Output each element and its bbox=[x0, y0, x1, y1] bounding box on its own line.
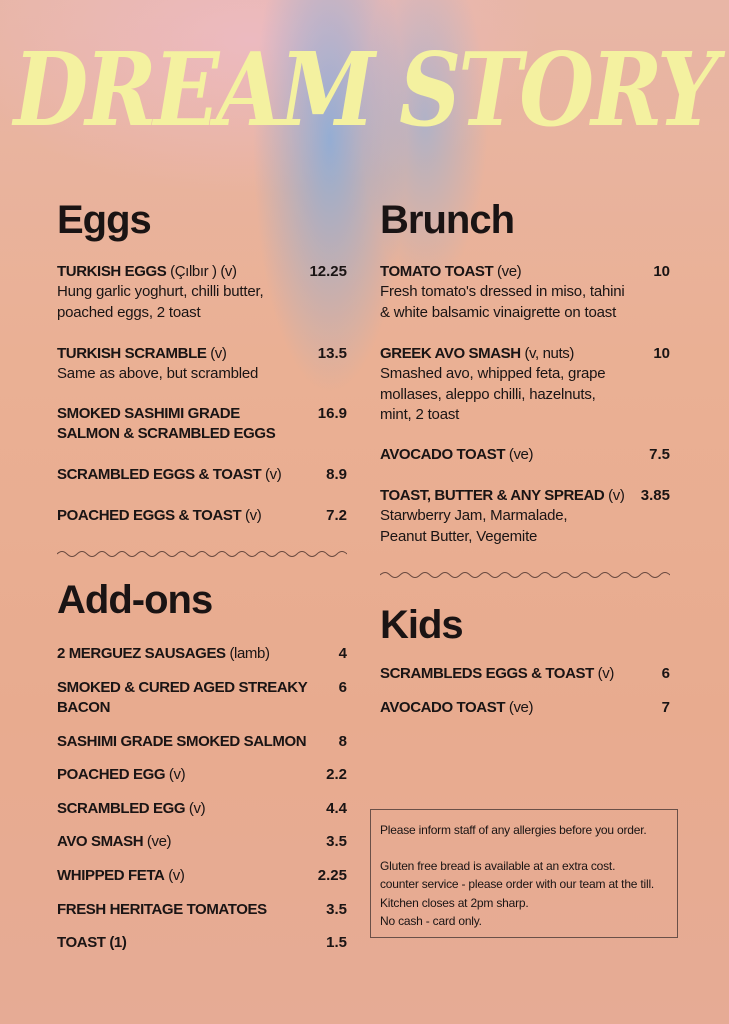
item-name: GREEK AVO SMASH (v, nuts) bbox=[380, 345, 574, 362]
item-name: FRESH HERITAGE TOMATOES bbox=[57, 901, 267, 918]
item-name: SASHIMI GRADE SMOKED SALMON bbox=[57, 733, 307, 750]
item-name: WHIPPED FETA (v) bbox=[57, 867, 185, 884]
wavy-divider bbox=[57, 548, 347, 560]
item-description: poached eggs, 2 toast bbox=[57, 303, 201, 321]
counter-service-notice: counter service - please order with our team at the till. bbox=[380, 877, 655, 891]
allergy-notice: Please inform staff of any allergies before you order. bbox=[380, 823, 647, 837]
menu-item-smoked-salmon-eggs bbox=[57, 404, 347, 444]
addon-scrambled-egg bbox=[57, 799, 347, 819]
item-description: Starwberry Jam, Marmalade, bbox=[380, 507, 568, 524]
addon-smoked-salmon bbox=[57, 732, 347, 752]
item-price: 8.9 bbox=[326, 466, 347, 483]
item-description: mint, 2 toast bbox=[380, 406, 460, 423]
wavy-divider bbox=[380, 569, 670, 581]
item-name: SCRAMBLED EGG (v) bbox=[57, 800, 206, 817]
payment-notice: No cash - card only. bbox=[380, 914, 482, 928]
item-price: 13.5 bbox=[317, 345, 347, 362]
gluten-free-notice: Gluten free bread is available at an extra cost. bbox=[380, 858, 616, 873]
menu-item-avocado-toast bbox=[380, 445, 670, 465]
item-price: 16.9 bbox=[317, 405, 347, 422]
item-price: 2.25 bbox=[317, 867, 347, 884]
menu-item-turkish-scramble bbox=[57, 344, 347, 385]
info-box bbox=[370, 809, 678, 938]
addon-heritage-tomatoes bbox=[57, 900, 347, 920]
addons-heading: Add-ons bbox=[57, 578, 213, 622]
menu-item-poached-eggs-toast bbox=[57, 506, 347, 526]
eggs-heading: Eggs bbox=[57, 198, 151, 242]
menu-item-tomato-toast bbox=[380, 262, 670, 323]
item-name: AVOCADO TOAST (ve) bbox=[380, 446, 534, 463]
item-name: SCRAMBLED EGGS & TOAST (v) bbox=[57, 466, 282, 483]
item-description: Fresh tomato's dressed in miso, tahini bbox=[380, 283, 625, 300]
item-name: POACHED EGGS & TOAST (v) bbox=[57, 507, 262, 524]
kids-scrambled-eggs bbox=[380, 664, 670, 684]
item-name: TURKISH EGGS (Çılbır ) (v) bbox=[57, 263, 237, 280]
item-price: 3.5 bbox=[326, 833, 347, 850]
menu-item-scrambled-eggs-toast bbox=[57, 465, 347, 485]
item-description: Hung garlic yoghurt, chilli butter, bbox=[57, 283, 264, 300]
item-description: Peanut Butter, Vegemite bbox=[380, 527, 538, 545]
kitchen-hours-notice: Kitchen closes at 2pm sharp. bbox=[380, 895, 529, 910]
item-price: 6 bbox=[338, 679, 347, 696]
kids-avocado-toast bbox=[380, 698, 670, 718]
item-price: 12.25 bbox=[309, 263, 347, 280]
item-description: Smashed avo, whipped feta, grape bbox=[380, 365, 606, 382]
item-price: 10 bbox=[653, 345, 670, 362]
item-price: 7.2 bbox=[326, 507, 347, 524]
item-price: 1.5 bbox=[326, 934, 347, 951]
item-price: 10 bbox=[653, 263, 670, 280]
addon-merguez bbox=[57, 644, 347, 664]
item-price: 7.5 bbox=[649, 446, 670, 463]
item-price: 2.2 bbox=[326, 766, 347, 783]
item-price: 3.85 bbox=[640, 487, 670, 504]
item-name: TURKISH SCRAMBLE (v) bbox=[57, 345, 227, 362]
item-name: SCRAMBLEDS EGGS & TOAST (v) bbox=[380, 665, 614, 682]
menu-item-turkish-eggs bbox=[57, 262, 347, 323]
item-price: 8 bbox=[338, 733, 347, 750]
addon-bacon bbox=[57, 678, 347, 718]
item-price: 4.4 bbox=[326, 800, 347, 817]
item-description: mollases, aleppo chilli, hazelnuts, bbox=[380, 385, 596, 403]
restaurant-title: DREAM STORY bbox=[13, 30, 716, 150]
item-price: 4 bbox=[338, 645, 347, 662]
menu-item-greek-avo-smash bbox=[380, 344, 670, 426]
item-name: SMOKED SASHIMI GRADE SALMON & SCRAMBLED EGGS bbox=[57, 405, 276, 442]
item-price: 6 bbox=[661, 665, 670, 682]
kids-heading: Kids bbox=[380, 603, 463, 647]
item-price: 3.5 bbox=[326, 901, 347, 918]
item-name: TOAST (1) bbox=[57, 934, 127, 951]
item-name: AVO SMASH (ve) bbox=[57, 833, 172, 850]
addon-toast bbox=[57, 933, 347, 953]
addon-avo-smash bbox=[57, 832, 347, 852]
item-name: TOAST, BUTTER & ANY SPREAD (v) bbox=[380, 487, 625, 504]
item-name: TOMATO TOAST (ve) bbox=[380, 263, 522, 280]
item-name: SMOKED & CURED AGED STREAKY BACON bbox=[57, 679, 308, 716]
item-name: 2 MERGUEZ SAUSAGES (lamb) bbox=[57, 645, 270, 662]
item-name: AVOCADO TOAST (ve) bbox=[380, 699, 534, 716]
item-description: & white balsamic vinaigrette on toast bbox=[380, 303, 617, 321]
item-name: POACHED EGG (v) bbox=[57, 766, 186, 783]
item-price: 7 bbox=[661, 699, 670, 716]
brunch-heading: Brunch bbox=[380, 198, 514, 242]
addon-whipped-feta bbox=[57, 866, 347, 886]
item-description: Same as above, but scrambled bbox=[57, 365, 259, 382]
menu-item-toast-spread bbox=[380, 486, 670, 547]
addon-poached-egg bbox=[57, 765, 347, 785]
